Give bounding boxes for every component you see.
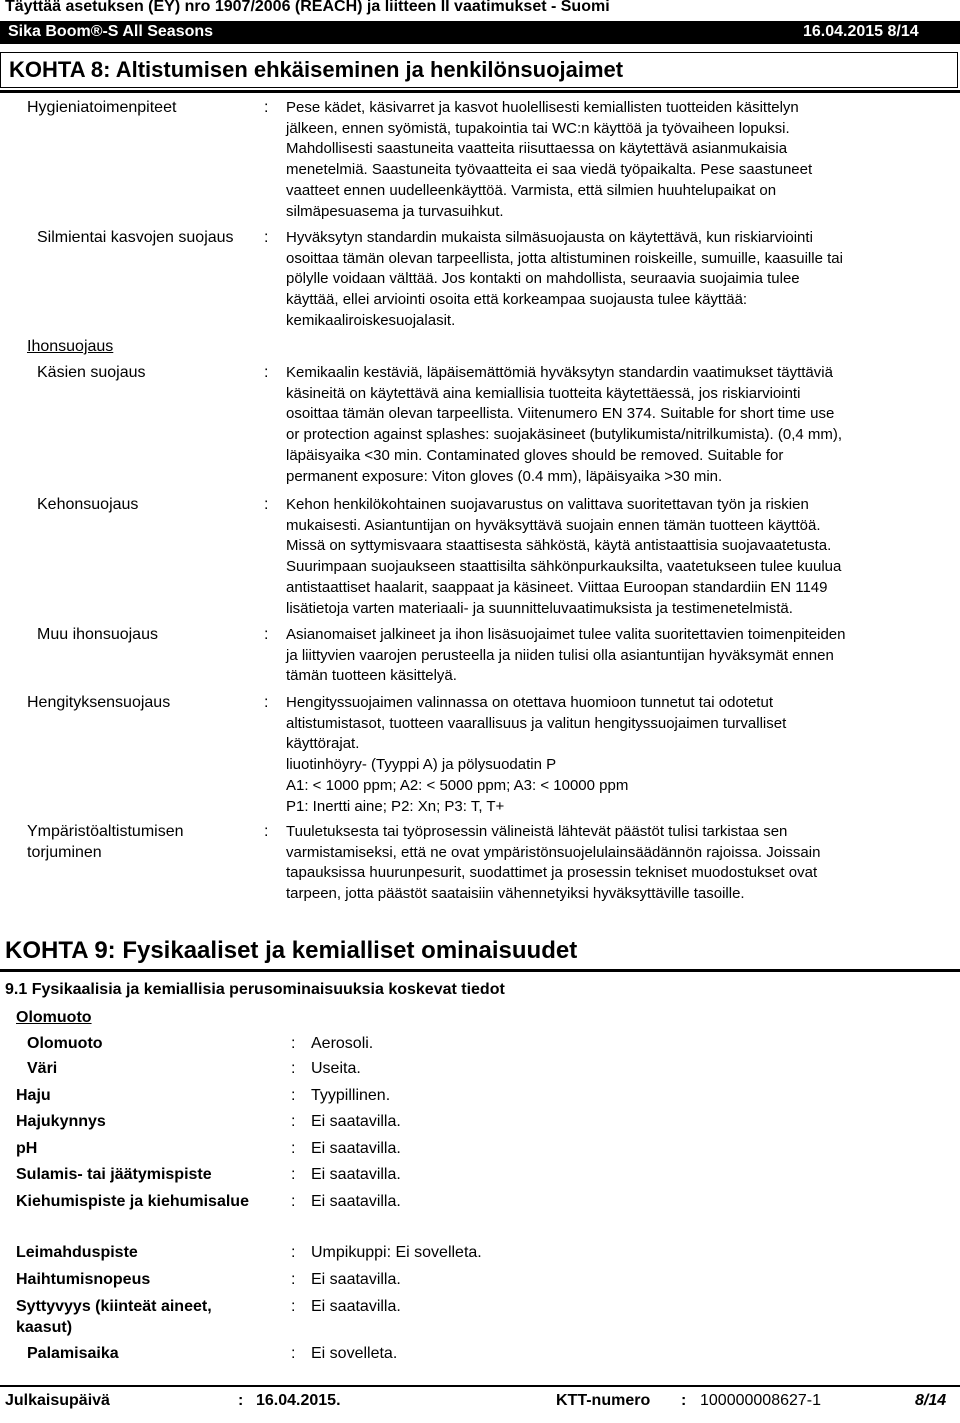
property-label: Haihtumisnopeus bbox=[16, 1271, 151, 1288]
section8-row-text-line: liuotinhöyry- (Tyyppi A) ja pölysuodatin P bbox=[286, 756, 557, 774]
section9-subtitle: 9.1 Fysikaalisia ja kemiallisia perusominaisuuksia koskevat tiedot bbox=[5, 981, 505, 998]
product-name: Sika Boom®-S All Seasons bbox=[8, 23, 214, 40]
property-label: Hajukynnys bbox=[16, 1113, 106, 1130]
section8-row-text-line: vaatteet ennen uudelleenkäyttöä. Varmista, että silmien huuhtelupaikat on bbox=[286, 181, 777, 199]
property-colon: : bbox=[291, 1298, 296, 1315]
section8-row-text-line: kemikaaliroiskesuojalasit. bbox=[286, 311, 456, 329]
footer-issue-date: 16.04.2015. bbox=[256, 1392, 341, 1409]
section8-row-text-line: osoittaa tämän olevan tarpeellista. Viitenumero EN 374. Suitable for short time use bbox=[286, 405, 835, 423]
section8-row-text-line: mukaisesti. Asiantuntijan on hyväksyttävä suojain ennen tämän tuotteen käyttöä. bbox=[286, 516, 821, 534]
section8-row-colon: : bbox=[264, 496, 269, 513]
footer-page: 8/14 bbox=[915, 1392, 947, 1409]
footer-issue-label: Julkaisupäivä bbox=[5, 1392, 110, 1409]
section8-row-text-line: käsineitä on käytettävä aina kemiallisia tuotteita käytettäessä, jos riskiarviointi bbox=[286, 384, 801, 402]
property-label: Sulamis- tai jäätymispiste bbox=[16, 1166, 212, 1183]
property-colon: : bbox=[291, 1244, 296, 1261]
section8-row-text-line: antistaattiset haalarit, saappaat ja käsineet. Viittaa Euroopan standardiin EN 1149 bbox=[286, 578, 828, 596]
property-colon: : bbox=[291, 1140, 296, 1157]
footer-colon-2: : bbox=[681, 1392, 687, 1409]
property-colon: : bbox=[291, 1113, 296, 1130]
section8-row-text-line: silmäpesuasema ja turvasuihkut. bbox=[286, 202, 504, 220]
property-value: Tyypillinen. bbox=[311, 1087, 391, 1104]
section8-row-colon: : bbox=[264, 694, 269, 711]
section8-row-text-line: Pese kädet, käsivarret ja kasvot huolellisesti kemiallisten tuotteiden käsittelyn bbox=[286, 99, 799, 116]
section8-row-text-line: Kehon henkilökohtainen suojavarustus on valittava suoritettavan työn ja riskien bbox=[286, 496, 809, 513]
property-label: Olomuoto bbox=[27, 1035, 103, 1052]
property-label: pH bbox=[16, 1140, 38, 1157]
footer-ktt-label: KTT-numero bbox=[556, 1392, 651, 1409]
section8-row-text-line: käyttörajat. bbox=[286, 735, 360, 753]
section8-title-box bbox=[0, 52, 958, 88]
property-colon: : bbox=[291, 1060, 296, 1077]
section8-row-label: Kehonsuojaus bbox=[37, 496, 139, 513]
property-colon: : bbox=[291, 1271, 296, 1288]
section8-row-colon: : bbox=[264, 229, 269, 246]
section8-row-text-line: Missä on syttymisvaara staattisesta sähköstä, käytä antistaattisia suojavaatetusta. bbox=[286, 537, 832, 555]
section8-row-text-line: or protection against splashes: suojakäsineet (butylikumista/nitrilkumista). (0,4 mm), bbox=[286, 426, 843, 444]
section8-row-text-line: jälkeen, ennen syömistä, tupakointia tai WC:n käyttöä ja työvaiheen lopuksi. bbox=[286, 119, 790, 137]
section8-row-text-line: käyttää, ellei arviointi osoita että korkeampaa suojausta tulee käyttää: bbox=[286, 291, 748, 309]
property-value: Useita. bbox=[311, 1060, 361, 1077]
property-value: Ei saatavilla. bbox=[311, 1298, 401, 1315]
section8-row-colon: : bbox=[264, 626, 269, 643]
property-label: Väri bbox=[27, 1060, 58, 1077]
footer-colon-1: : bbox=[238, 1392, 244, 1409]
property-label: Leimahduspiste bbox=[16, 1244, 138, 1261]
section8-row-text-line: Asianomaiset jalkineet ja ihon lisäsuojaimet tulee valita suoritettavien toimenpiteiden bbox=[286, 626, 846, 643]
section8-row-text-line: P1: Inertti aine; P2: Xn; P3: T, T+ bbox=[286, 797, 505, 815]
property-value: Ei saatavilla. bbox=[311, 1193, 401, 1210]
olomuoto-group-label: Olomuoto bbox=[16, 1009, 92, 1026]
section8-row-colon: : bbox=[264, 99, 269, 116]
header-date-page: 16.04.2015 8/14 bbox=[803, 23, 919, 40]
section8-row-text-line: Suurimpaan suojaukseen staattisilta sähkönpurkauksilta, vaatetukseen tulee kuulua bbox=[286, 558, 842, 576]
section8-row-text-line: menetelmiä. Saastuneita työvaatteita ei saa viedä työpaikalta. Pese saastuneet bbox=[286, 161, 813, 179]
section9-rule bbox=[0, 969, 960, 972]
section8-row-label: Käsien suojaus bbox=[37, 364, 146, 381]
regulation-header: Täyttää asetuksen (EY) nro 1907/2006 (REACH) ja liitteen II vaatimukset - Suomi bbox=[5, 0, 610, 15]
property-value: Ei saatavilla. bbox=[311, 1113, 401, 1130]
section8-row-text-line: tapauksissa huurunpesurit, suodattimet ja prosessin tekniset muodostukset ovat bbox=[286, 864, 818, 882]
product-header-bar bbox=[0, 21, 960, 44]
section8-row-text-line: Mahdollisesti saastuneita vaatteita riisuttaessa on käytettävä asianmukaisia bbox=[286, 140, 788, 158]
property-value: Umpikuppi: Ei sovelleta. bbox=[311, 1244, 482, 1261]
property-value: Ei saatavilla. bbox=[311, 1166, 401, 1183]
footer-rule bbox=[0, 1385, 960, 1387]
section8-row-label: Ihonsuojaus bbox=[27, 338, 114, 355]
property-colon: : bbox=[291, 1345, 296, 1362]
property-label: Palamisaika bbox=[27, 1345, 119, 1362]
section8-row-text-line: pölylle voidaan välttää. Jos kontakti on mahdollista, seuraavia suojaimia tulee bbox=[286, 270, 800, 288]
section8-row-text-line: varmistamiseksi, että ne ovat ympäristönsuojelulainsäädännön rajoissa. Joissain bbox=[286, 843, 821, 861]
section8-row-text-line: tarpeen, jotta päästöt saataisiin vähennetyiksi hyväksyttäville tasoille. bbox=[286, 885, 745, 903]
section8-row-label: Muu ihonsuojaus bbox=[37, 626, 158, 643]
section8-row-text-line: permanent exposure: Viton gloves (0.4 mm), läpäisyaika >30 min. bbox=[286, 467, 723, 485]
section8-row-text-line: osoittaa tämän olevan tarpeellista, jotta altistuminen roiskeille, sumuille, kaasuille tai bbox=[286, 249, 843, 267]
property-colon: : bbox=[291, 1166, 296, 1183]
property-colon: : bbox=[291, 1035, 296, 1052]
section8-row-text-line: A1: < 1000 ppm; A2: < 5000 ppm; A3: < 10000 ppm bbox=[286, 776, 629, 794]
property-label: Haju bbox=[16, 1087, 51, 1104]
section8-row-text-line: tämän tuotteen käsittelyä. bbox=[286, 667, 457, 685]
section8-row-text-line: Hengityssuojaimen valinnassa on otettava huomioon tunnetut tai odotetut bbox=[286, 694, 773, 711]
section8-title: KOHTA 8: Altistumisen ehkäiseminen ja henkilönsuojaimet bbox=[9, 57, 624, 82]
property-value: Ei saatavilla. bbox=[311, 1140, 401, 1157]
section8-row-text-line: lisätietoja varten materiaali- ja suunnitteluvaatimuksista ja testimenetelmistä. bbox=[286, 599, 793, 617]
section8-row-label: Silmientai kasvojen suojaus bbox=[37, 229, 234, 246]
section8-row-colon: : bbox=[264, 823, 269, 840]
section8-row-text-line: altistumistasot, tuotteen vaarallisuus ja valitun hengityssuojaimen turvalliset bbox=[286, 714, 787, 732]
property-value: Aerosoli. bbox=[311, 1035, 374, 1052]
section8-row-colon: : bbox=[264, 364, 269, 381]
section8-row-label: Ympäristöaltistumisen torjuminen bbox=[27, 823, 184, 861]
section8-row-label: Hygieniatoimenpiteet bbox=[27, 99, 177, 116]
footer-ktt-value: 100000008627-1 bbox=[700, 1392, 822, 1409]
property-value: Ei saatavilla. bbox=[311, 1271, 401, 1288]
property-colon: : bbox=[291, 1087, 296, 1104]
property-colon: : bbox=[291, 1193, 296, 1210]
section8-row-label: Hengityksensuojaus bbox=[27, 694, 171, 711]
section9-title: KOHTA 9: Fysikaaliset ja kemialliset ominaisuudet bbox=[5, 937, 578, 964]
section8-row-text-line: läpäisyaika <30 min. Contaminated gloves should be removed. Suitable for bbox=[286, 446, 784, 464]
section8-row-text-line: Tuuletuksesta tai työprosessin välineistä lähtevät päästöt tulisi tarkistaa sen bbox=[286, 823, 788, 840]
property-label: Syttyvyys (kiinteät aineet, kaasut) bbox=[16, 1298, 212, 1336]
section8-row-text-line: Hyväksytyn standardin mukaista silmäsuojausta on käytettävä, kun riskiarviointi bbox=[286, 229, 813, 246]
section8-row-text-line: ja liittyvien vaarojen perusteella ja niiden tulisi olla asiantuntijan hyväksymät ennen bbox=[286, 646, 834, 664]
section8-row-text-line: Kemikaalin kestäviä, läpäisemättömiä hyväksytyn standardin vaatimukset täyttäviä bbox=[286, 364, 833, 381]
property-label: Kiehumispiste ja kiehumisalue bbox=[16, 1193, 249, 1210]
property-value: Ei sovelleta. bbox=[311, 1345, 398, 1362]
section8-rule bbox=[0, 90, 960, 93]
